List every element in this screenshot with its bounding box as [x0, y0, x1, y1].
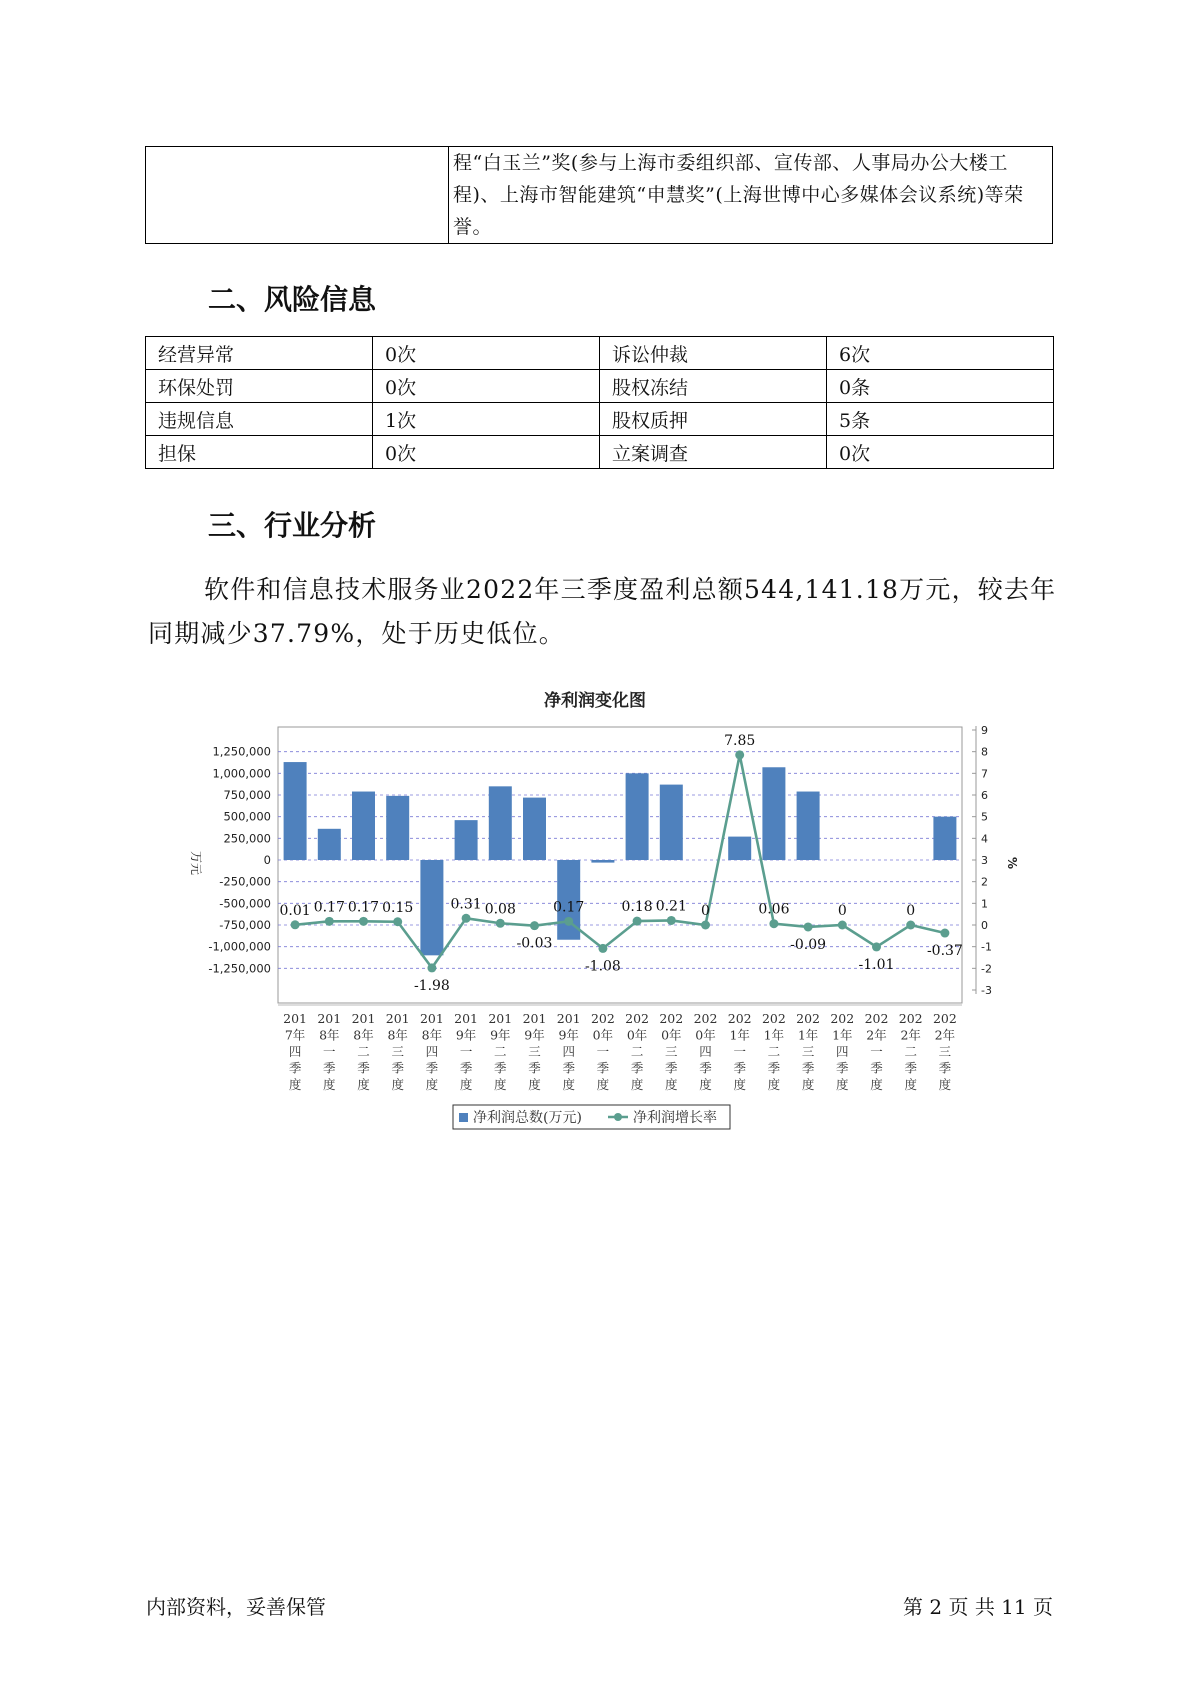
growth-rate-label: -1.08	[584, 958, 621, 975]
x-axis-tick-label: 201 8年二季度	[351, 1011, 376, 1092]
x-axis-tick-label: 202 2年二季度	[898, 1011, 923, 1092]
chart-bar	[455, 820, 478, 860]
risk-label: 担保	[146, 436, 373, 469]
x-axis-tick-label: 201 9年一季度	[454, 1011, 479, 1092]
growth-rate-label: -0.09	[790, 936, 827, 953]
growth-rate-point	[598, 944, 607, 953]
x-axis-tick-label: 202 0年三季度	[659, 1011, 684, 1092]
risk-label: 诉讼仲裁	[600, 337, 827, 370]
growth-rate-point	[804, 922, 813, 931]
growth-rate-point	[940, 929, 949, 938]
legend-line-label: 净利润增长率	[633, 1110, 717, 1126]
honors-line: 程)、上海市智能建筑“申慧奖”(上海世博中心多媒体会议系统)等荣	[453, 184, 1024, 206]
honors-line: 誉。	[453, 216, 493, 238]
x-axis-tick-label: 201 9年三季度	[522, 1011, 547, 1092]
y2-axis-tick-label: 0	[981, 919, 988, 932]
growth-rate-label: -1.01	[858, 956, 895, 973]
y2-axis-tick-label: 7	[981, 767, 988, 781]
x-axis-tick-label: 202 1年四季度	[830, 1011, 855, 1092]
growth-rate-point	[291, 920, 300, 929]
risk-label: 股权冻结	[600, 370, 827, 403]
risk-value: 0次	[373, 370, 600, 403]
growth-rate-point	[325, 917, 334, 926]
y2-axis-tick-label: 5	[981, 810, 988, 824]
risk-label: 环保处罚	[146, 370, 373, 403]
risk-value: 0次	[373, 337, 600, 370]
y-axis-tick-label: 1,000,000	[212, 766, 271, 781]
y-axis-tick-label: -1,000,000	[208, 939, 271, 954]
growth-rate-label: 0	[906, 903, 916, 919]
growth-rate-label: 7.85	[724, 732, 756, 749]
honors-table	[145, 146, 1053, 244]
risk-value: 0条	[827, 370, 1054, 403]
y2-axis-tick-label: 9	[981, 724, 988, 737]
net-profit-chart	[150, 675, 1019, 1155]
x-axis-tick-label: 202 0年四季度	[693, 1011, 718, 1092]
y-axis-tick-label: 750,000	[223, 788, 271, 802]
risk-value: 0次	[827, 436, 1054, 469]
chart-bar	[728, 837, 751, 860]
x-axis-tick-label: 202 2年三季度	[932, 1011, 957, 1092]
growth-rate-label: -0.37	[926, 943, 963, 960]
table-row	[146, 337, 1054, 370]
growth-rate-line	[295, 755, 945, 968]
y-axis-tick-label: -500,000	[219, 896, 271, 911]
growth-rate-point	[769, 919, 778, 928]
y2-axis-title: %	[1005, 856, 1019, 870]
growth-rate-point	[564, 917, 573, 926]
x-axis-tick-label: 201 8年四季度	[419, 1011, 444, 1092]
table-row	[146, 403, 1054, 436]
chart-bar	[489, 786, 512, 860]
industry-paragraph: 软件和信息技术服务业2022年三季度盈利总额544,141.18万元，较去年同期减少37.79%，处于历史低位。	[148, 575, 1057, 648]
growth-rate-label: 0.15	[382, 899, 414, 916]
x-axis-tick-label: 201 7年四季度	[283, 1011, 308, 1092]
growth-rate-label: 0.08	[484, 901, 516, 918]
growth-rate-point	[530, 921, 539, 930]
chart-bar	[591, 860, 614, 863]
growth-rate-point	[427, 963, 436, 972]
y-axis-tick-label: 0	[263, 853, 271, 867]
chart-bar	[284, 762, 307, 860]
x-axis-tick-label: 201 8年三季度	[385, 1011, 410, 1092]
legend-bar-swatch	[459, 1113, 468, 1122]
x-axis-tick-label: 201 8年一季度	[317, 1011, 342, 1092]
chart-bar	[420, 860, 443, 955]
y2-axis-tick-label: 1	[981, 897, 988, 911]
chart-bar	[386, 796, 409, 860]
growth-rate-label: -0.03	[516, 935, 553, 952]
growth-rate-label: 0.06	[758, 901, 790, 918]
chart-bar	[352, 792, 375, 860]
y2-axis-tick-label: 2	[981, 875, 988, 889]
growth-rate-point	[735, 750, 744, 759]
net-profit-chart-svg	[150, 675, 1019, 1155]
risk-label: 经营异常	[146, 337, 373, 370]
x-axis-tick-label: 202 2年一季度	[864, 1011, 889, 1092]
y-axis-tick-label: -750,000	[219, 918, 271, 932]
growth-rate-label: 0	[701, 903, 710, 919]
growth-rate-label: 0.17	[553, 899, 585, 916]
chart-title: 净利润变化图	[544, 691, 646, 711]
growth-rate-point	[359, 917, 368, 926]
y-axis-tick-label: 500,000	[223, 809, 271, 824]
growth-rate-label: 0.17	[313, 899, 345, 916]
legend-bar-label: 净利润总数(万元)	[473, 1110, 582, 1126]
chart-bar	[523, 798, 546, 860]
x-axis-tick-label: 202 1年三季度	[796, 1011, 821, 1092]
y2-axis-tick-label: -3	[981, 984, 992, 997]
growth-rate-point	[462, 914, 471, 923]
risk-value: 0次	[373, 436, 600, 469]
table-row	[146, 436, 1054, 469]
y2-axis-tick-label: 8	[981, 745, 988, 759]
honors-line: 程“白玉兰”奖(参与上海市委组织部、宣传部、人事局办公大楼工	[453, 152, 1008, 174]
growth-rate-point	[393, 917, 402, 926]
footer-confidential-note: 内部资料，妥善保管	[146, 1595, 326, 1619]
x-axis-tick-label: 201 9年四季度	[556, 1011, 581, 1092]
risk-label: 股权质押	[600, 403, 827, 436]
x-axis-tick-label: 202 1年一季度	[727, 1011, 752, 1092]
honors-table-left-cell	[146, 147, 449, 244]
chart-bar	[626, 773, 649, 860]
chart-bar	[660, 785, 683, 860]
growth-rate-point	[496, 919, 505, 928]
y-axis-tick-label: 1,250,000	[212, 744, 271, 759]
risk-value: 1次	[373, 403, 600, 436]
growth-rate-point	[872, 942, 881, 951]
growth-rate-point	[633, 917, 642, 926]
risk-table	[145, 336, 1054, 469]
y-axis-title: 万元	[189, 850, 203, 876]
chart-bar	[762, 767, 785, 860]
x-axis-tick-label: 202 0年二季度	[625, 1011, 650, 1092]
legend-line-marker	[614, 1113, 622, 1121]
section-title-risk: 二、风险信息	[208, 283, 377, 316]
growth-rate-point	[838, 921, 847, 930]
growth-rate-point	[906, 921, 915, 930]
table-row	[146, 370, 1054, 403]
y2-axis-tick-label: -2	[981, 962, 992, 976]
growth-rate-label: 0.21	[655, 898, 687, 915]
chart-bar	[797, 792, 820, 860]
growth-rate-label: -1.98	[413, 977, 450, 994]
chart-bar	[318, 829, 341, 860]
x-axis-tick-label: 202 1年二季度	[761, 1011, 786, 1092]
growth-rate-point	[701, 921, 710, 930]
footer-page-number: 第 2 页 共 11 页	[903, 1595, 1053, 1619]
y2-axis-tick-label: -1	[981, 940, 992, 954]
growth-rate-label: 0.17	[347, 899, 380, 916]
growth-rate-point	[667, 916, 676, 925]
risk-label: 立案调查	[600, 436, 827, 469]
honors-table-right-cell	[449, 147, 1053, 244]
x-axis-tick-label: 202 0年一季度	[590, 1011, 615, 1092]
y-axis-tick-label: -1,250,000	[208, 961, 271, 976]
y-axis-tick-label: 250,000	[223, 831, 271, 846]
growth-rate-label: 0	[837, 903, 847, 919]
risk-value: 6次	[827, 337, 1054, 370]
growth-rate-label: 0.18	[621, 899, 653, 916]
y-axis-tick-label: -250,000	[219, 874, 271, 889]
section-title-industry: 三、行业分析	[208, 509, 377, 542]
chart-bar	[933, 817, 956, 860]
y2-axis-tick-label: 6	[981, 789, 988, 802]
risk-value: 5条	[827, 403, 1054, 436]
risk-label: 违规信息	[146, 403, 373, 436]
y2-axis-tick-label: 3	[981, 854, 988, 867]
x-axis-tick-label: 201 9年二季度	[488, 1011, 513, 1092]
growth-rate-label: 0.31	[450, 896, 482, 913]
growth-rate-label: 0.01	[279, 902, 311, 919]
y2-axis-tick-label: 4	[981, 832, 988, 846]
